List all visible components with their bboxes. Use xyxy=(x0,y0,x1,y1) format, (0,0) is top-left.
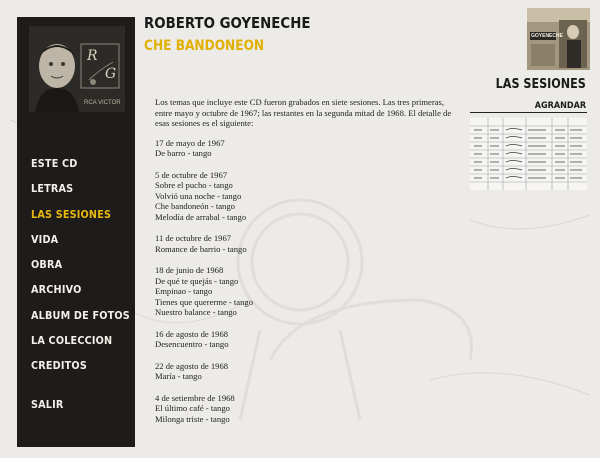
session-track: Milonga triste - tango xyxy=(155,413,230,424)
section-heading: LAS SESIONES xyxy=(495,77,586,92)
session-date: 16 de agosto de 1968 xyxy=(155,328,229,339)
nav-vida[interactable]: VIDA xyxy=(31,233,59,246)
session-track: Sobre el pucho - tango xyxy=(155,180,233,190)
nav-album-de-fotos[interactable]: ALBUM DE FOTOS xyxy=(31,309,130,322)
session-date: 4 de setiembre de 1968 xyxy=(155,392,235,403)
logo-letter-r: R xyxy=(87,48,98,64)
nav-la-coleccion[interactable]: LA COLECCION xyxy=(31,335,113,348)
sidebar xyxy=(17,17,135,447)
session-ledger-thumbnail[interactable] xyxy=(470,118,587,190)
session-track: Melodía de arrabal - tango xyxy=(155,211,247,222)
session-track: Volvió una noche - tango xyxy=(155,190,242,201)
main-nav xyxy=(31,157,141,423)
session-5 xyxy=(155,329,455,350)
session-1 xyxy=(155,138,455,159)
nav-letras[interactable]: LETRAS xyxy=(31,183,74,196)
album-cover-thumbnail[interactable] xyxy=(527,8,590,70)
intro-paragraph: Los temas que incluye este CD fueron grabados en siete sesiones. Las tres primeras, entre mayo y octubre de 1967; las restantes en la segunda mitad de 1968. El detalle de esas sesiones es el siguiente: xyxy=(155,97,452,128)
session-date: 22 de agosto de 1968 xyxy=(155,360,229,371)
sessions-content xyxy=(155,97,455,435)
session-date: 5 de octubre de 1967 xyxy=(155,169,228,180)
session-track: El último café - tango xyxy=(155,403,230,413)
logo-letter-g: G xyxy=(105,66,117,82)
session-track: Che bandoneón - tango xyxy=(155,201,235,211)
nav-creditos[interactable]: CREDITOS xyxy=(31,360,87,373)
session-track: Nuestro balance - tango xyxy=(155,307,237,317)
nav-este-cd[interactable]: ESTE CD xyxy=(31,158,78,170)
session-6 xyxy=(155,361,455,382)
session-track: Empinao - tango xyxy=(155,286,213,296)
album-cover-image xyxy=(527,8,590,70)
session-3 xyxy=(155,233,455,254)
album-thumb-text: GOYENECHE xyxy=(531,33,563,39)
rca-victor-logo xyxy=(29,26,125,112)
session-track: Romance de barrio - tango xyxy=(155,243,247,254)
nav-obra[interactable]: OBRA xyxy=(31,259,63,272)
nav-archivo[interactable]: ARCHIVO xyxy=(31,284,82,297)
session-track: Desencuentro - tango xyxy=(155,339,229,349)
album-title: CHE BANDONEON xyxy=(144,38,265,54)
heading-divider xyxy=(470,112,587,113)
enlarge-button[interactable]: AGRANDAR xyxy=(534,101,586,111)
session-date: 11 de octubre de 1967 xyxy=(155,233,232,243)
session-track: De qué te quejás - tango xyxy=(155,275,239,286)
session-track: María - tango xyxy=(155,371,202,381)
session-7 xyxy=(155,393,455,425)
nav-salir[interactable]: SALIR xyxy=(31,398,64,411)
session-track: De barro - tango xyxy=(155,148,212,158)
nav-las-sesiones[interactable]: LAS SESIONES xyxy=(31,208,112,221)
session-4 xyxy=(155,265,455,318)
session-2 xyxy=(155,170,455,223)
artist-title: ROBERTO GOYENECHE xyxy=(144,14,311,32)
session-date: 18 de junio de 1968 xyxy=(155,265,224,275)
logo-label: RCA VICTOR xyxy=(84,100,121,106)
session-date: 17 de mayo de 1967 xyxy=(155,137,225,148)
session-track: Tienes que quererme - tango xyxy=(155,296,254,307)
